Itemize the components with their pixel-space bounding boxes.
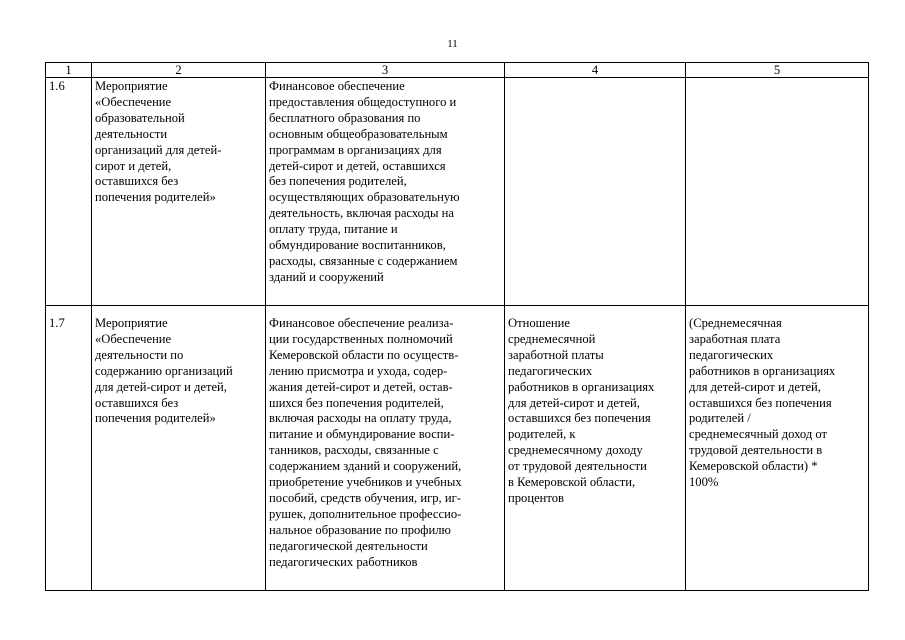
cell-text-line: нальное образование по профилю bbox=[269, 522, 451, 537]
cell-text-line: работников в организациях bbox=[508, 379, 655, 394]
cell-text-line: деятельности по bbox=[95, 347, 184, 362]
cell-text-line: Мероприятие bbox=[95, 79, 168, 93]
cell-text-line: Мероприятие bbox=[95, 316, 168, 330]
cell-text-line: педагогической деятельности bbox=[269, 538, 428, 553]
cell-text-line: для детей-сирот и детей, bbox=[95, 379, 227, 394]
column-header-4: 4 bbox=[505, 63, 686, 78]
cell-text-line: среднемесячный доход от bbox=[689, 427, 828, 442]
cell-text-line: оставшихся без попечения bbox=[689, 395, 832, 410]
cell-text-line: оставшихся без bbox=[95, 395, 179, 410]
table-row bbox=[46, 306, 869, 591]
cell-text-line: Кемеровской области) * bbox=[689, 459, 818, 474]
cell-text-line: обмундирование воспитанников, bbox=[269, 238, 446, 253]
cell-text-line: оплату труда, питание и bbox=[269, 222, 398, 237]
cell-text-line: попечения родителей» bbox=[95, 190, 216, 205]
cell-text-line: трудовой деятельности в bbox=[689, 443, 823, 458]
cell-text-line: сирот и детей, bbox=[95, 158, 172, 173]
cell-text-line: включая расходы на оплату труда, bbox=[269, 411, 452, 426]
cell-text-line: бесплатного образования по bbox=[269, 110, 421, 125]
cell-text-line: оставшихся без попечения bbox=[508, 411, 651, 426]
cell-text-line: деятельности bbox=[95, 126, 168, 141]
cell-text-line: организаций для детей- bbox=[95, 142, 222, 157]
column-header-2: 2 bbox=[92, 63, 266, 78]
column-header-1: 1 bbox=[46, 63, 92, 78]
table-row bbox=[46, 78, 869, 306]
column-header-5: 5 bbox=[686, 63, 869, 78]
indicator-cell bbox=[505, 78, 686, 306]
description-cell bbox=[266, 78, 505, 306]
cell-text-line: родителей / bbox=[689, 411, 751, 426]
cell-text-line: Финансовое обеспечение bbox=[269, 79, 405, 93]
cell-text-line: 100% bbox=[689, 475, 719, 490]
cell-text-line: ции государственных полномочий bbox=[269, 331, 453, 346]
cell-text-line: детей-сирот и детей, оставшихся bbox=[269, 158, 446, 173]
cell-text-line: расходы, связанные с содержанием bbox=[269, 253, 458, 268]
cell-text-line: (Среднемесячная bbox=[689, 316, 782, 330]
event-cell bbox=[92, 306, 266, 591]
row-number-cell: 1.6 bbox=[46, 78, 92, 306]
indicator-cell bbox=[505, 306, 686, 591]
cell-text-line: в Кемеровской области, bbox=[508, 475, 636, 490]
table-header-row bbox=[46, 63, 869, 78]
formula-cell bbox=[686, 306, 869, 591]
description-cell bbox=[266, 306, 505, 591]
cell-text-line: от трудовой деятельности bbox=[508, 459, 647, 474]
row-number-cell: 1.7 bbox=[46, 306, 92, 591]
cell-text-line: среднемесячной bbox=[508, 331, 596, 346]
cell-text-line: рушек, дополнительное профессио- bbox=[269, 506, 462, 521]
cell-text-line: содержанием зданий и сооружений, bbox=[269, 459, 462, 474]
cell-text-line: «Обеспечение bbox=[95, 94, 172, 109]
cell-text-line: педагогических bbox=[508, 363, 593, 378]
cell-text-line: лению присмотра и ухода, содер- bbox=[269, 363, 448, 378]
cell-text-line: зданий и сооружений bbox=[269, 269, 384, 284]
cell-text-line: шихся без попечения родителей, bbox=[269, 395, 444, 410]
cell-text-line: программам в организациях для bbox=[269, 142, 442, 157]
cell-text-line: педагогических работников bbox=[269, 554, 418, 569]
column-header-3: 3 bbox=[266, 63, 505, 78]
cell-text-line: приобретение учебников и учебных bbox=[269, 475, 462, 490]
cell-text-line: питание и обмундирование воспи- bbox=[269, 427, 455, 442]
cell-text-line: Кемеровской области по осуществ- bbox=[269, 347, 459, 362]
cell-text-line: для детей-сирот и детей, bbox=[508, 395, 640, 410]
page-number: 11 bbox=[447, 38, 458, 50]
formula-cell bbox=[686, 78, 869, 306]
cell-text-line: танников, расходы, связанные с bbox=[269, 443, 439, 458]
cell-text-line: предоставления общедоступного и bbox=[269, 94, 457, 109]
cell-text-line: образовательной bbox=[95, 110, 185, 125]
measures-table bbox=[45, 62, 869, 591]
cell-text-line: заработной платы bbox=[508, 347, 604, 362]
cell-text-line: Отношение bbox=[508, 316, 570, 330]
cell-text-line: заработная плата bbox=[689, 331, 781, 346]
event-cell bbox=[92, 78, 266, 306]
cell-text-line: содержанию организаций bbox=[95, 363, 233, 378]
cell-text-line: Финансовое обеспечение реализа- bbox=[269, 316, 454, 330]
cell-text-line: для детей-сирот и детей, bbox=[689, 379, 821, 394]
cell-text-line: основным общеобразовательным bbox=[269, 126, 448, 141]
cell-text-line: оставшихся без bbox=[95, 174, 179, 189]
cell-text-line: деятельность, включая расходы на bbox=[269, 206, 454, 221]
cell-text-line: педагогических bbox=[689, 347, 774, 362]
cell-text-line: процентов bbox=[508, 490, 564, 505]
cell-text-line: работников в организациях bbox=[689, 363, 836, 378]
cell-text-line: родителей, к bbox=[508, 427, 576, 442]
cell-text-line: осуществляющих образовательную bbox=[269, 190, 460, 205]
cell-text-line: «Обеспечение bbox=[95, 331, 172, 346]
cell-text-line: среднемесячному доходу bbox=[508, 443, 643, 458]
cell-text-line: попечения родителей» bbox=[95, 411, 216, 426]
cell-text-line: пособий, средств обучения, игр, иг- bbox=[269, 490, 461, 505]
cell-text-line: без попечения родителей, bbox=[269, 174, 407, 189]
cell-text-line: жания детей-сирот и детей, остав- bbox=[269, 379, 453, 394]
